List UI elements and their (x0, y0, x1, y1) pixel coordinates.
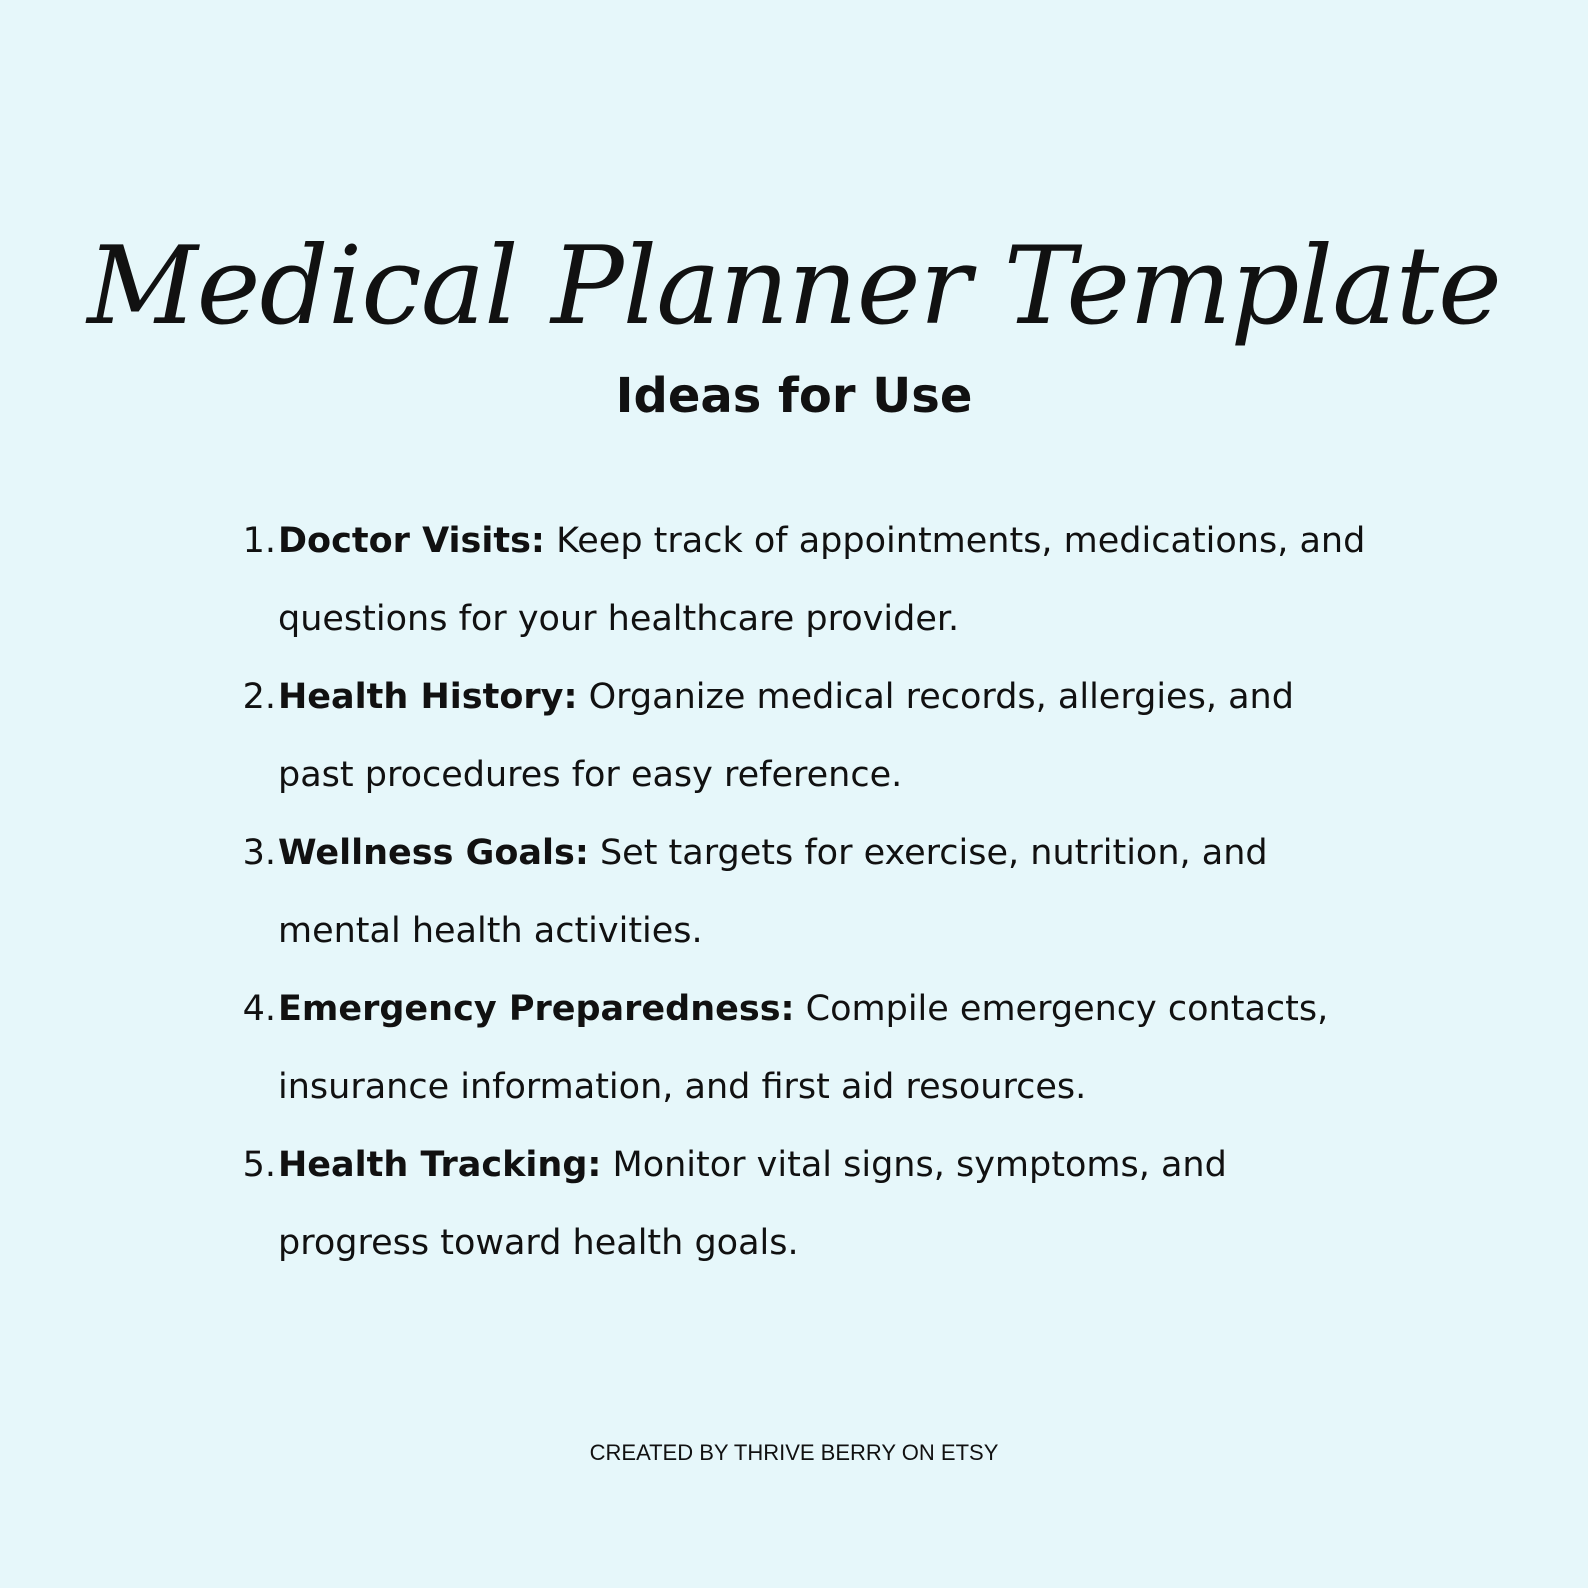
item-number: 3. (242, 833, 276, 873)
creator-credit: CREATED BY THRIVE BERRY ON ETSY (589, 1440, 999, 1465)
list-item (0, 658, 1378, 814)
item-term: Health History: (278, 677, 578, 717)
item-description: Keep track of appointments, medications, and questions for your healthcare provider. (278, 521, 1366, 639)
item-description: Set targets for exercise, nutrition, and mental health activities. (278, 833, 1268, 951)
item-number: 1. (242, 521, 276, 561)
item-term: Wellness Goals: (278, 833, 589, 873)
item-term: Emergency Preparedness: (278, 989, 795, 1029)
item-number: 2. (242, 677, 276, 717)
list-item (0, 970, 1378, 1126)
item-number: 4. (242, 989, 276, 1029)
list-item (0, 1126, 1378, 1282)
item-description: Compile emergency contacts, insurance information, and first aid resources. (278, 989, 1329, 1107)
page-subtitle: Ideas for Use (615, 368, 973, 424)
list-item (0, 814, 1378, 970)
item-term: Doctor Visits: (278, 521, 545, 561)
item-number: 5. (242, 1145, 276, 1185)
item-description: Organize medical records, allergies, and past procedures for easy reference. (278, 677, 1294, 795)
list-item (0, 502, 1378, 658)
ideas-list (0, 502, 1588, 1282)
item-term: Health Tracking: (278, 1145, 602, 1185)
page-title: Medical Planner Template (87, 224, 1501, 349)
item-description: Monitor vital signs, symptoms, and progress toward health goals. (278, 1145, 1227, 1263)
